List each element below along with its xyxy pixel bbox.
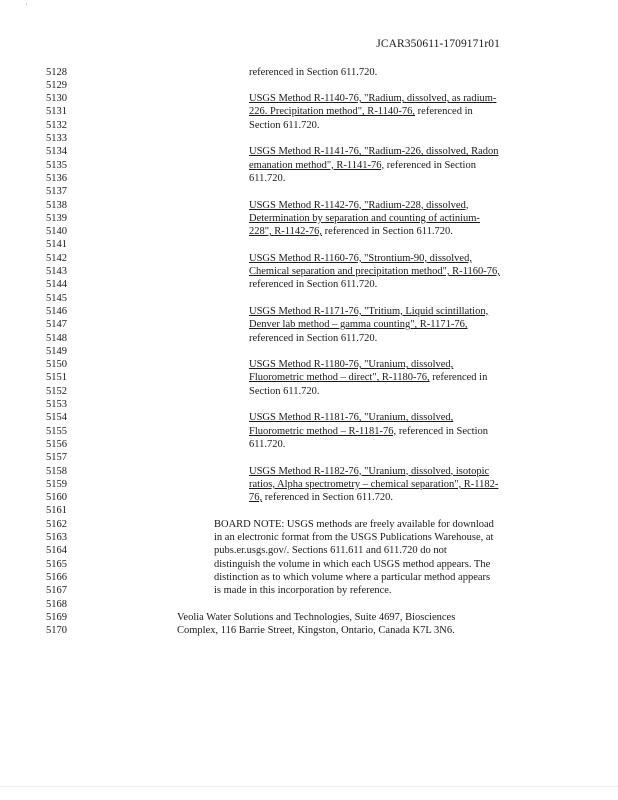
line-number: 5148 <box>46 332 67 344</box>
plain-text: referenced in Section 611.720. <box>262 492 393 504</box>
document-line <box>249 306 488 317</box>
line-number: 5134 <box>46 146 67 158</box>
document-line: Section 611.720. <box>249 385 320 397</box>
line-number: 5137 <box>46 186 67 198</box>
line-number: 5139 <box>46 212 67 224</box>
document-line <box>249 160 476 171</box>
line-number: 5153 <box>46 399 67 410</box>
document-line: referenced in Section 611.720. <box>249 332 378 344</box>
line-number: 5131 <box>46 106 67 118</box>
underlined-insertion: USGS Method R-1160-76, "Strontium-90, dissolved, <box>249 252 472 264</box>
document-line: distinction as to which volume where a particular method appears <box>214 571 491 583</box>
underlined-insertion: USGS Method R-1140-76, "Radium, dissolved, as radium- <box>249 93 497 105</box>
document-line <box>249 372 487 383</box>
document-line: 611.720. <box>249 438 286 450</box>
underlined-insertion: Fluorometric method – R-1181-76, <box>249 425 397 437</box>
underlined-insertion: Denver lab method – gamma counting", R-1171-76, <box>249 319 468 331</box>
line-number: 5143 <box>46 266 67 277</box>
document-line <box>249 200 468 211</box>
underlined-insertion: emanation method", R-1141-76, <box>249 159 385 171</box>
line-number: 5146 <box>46 305 67 317</box>
underlined-insertion: ratios, Alpha spectrometry – chemical separation", R-1182- <box>249 478 499 490</box>
page-corner-mark: ' <box>26 2 28 11</box>
line-number: 5133 <box>46 133 67 144</box>
line-number: 5150 <box>46 359 67 371</box>
plain-text: referenced in Section <box>396 425 489 437</box>
document-line <box>249 146 498 157</box>
document-line <box>249 253 472 264</box>
document-line <box>249 466 489 477</box>
document-line <box>249 492 393 503</box>
document-line <box>249 213 480 224</box>
line-number: 5169 <box>46 611 67 623</box>
document-line: distinguish the volume in which each USGS method appears. The <box>214 558 491 570</box>
document-line <box>249 266 500 277</box>
underlined-insertion: USGS Method R-1142-76, "Radium-228, dissolved, <box>249 199 469 211</box>
line-number: 5164 <box>46 545 67 557</box>
line-number: 5159 <box>46 478 67 490</box>
line-number: 5138 <box>46 199 67 211</box>
line-number: 5135 <box>46 159 67 171</box>
document-line <box>249 319 468 330</box>
document-line: is made in this incorporation by reference. <box>214 585 392 597</box>
line-number: 5156 <box>46 438 67 450</box>
line-number: 5129 <box>46 79 67 91</box>
line-number: 5151 <box>46 372 67 384</box>
underlined-insertion: Chemical separation and precipitation method", R-1160-76, <box>249 266 500 277</box>
document-line <box>249 479 498 490</box>
document-line <box>249 106 473 117</box>
line-number: 5163 <box>46 532 67 543</box>
line-number: 5161 <box>46 505 67 517</box>
plain-text: referenced in Section 611.720. <box>322 226 453 238</box>
underlined-insertion: USGS Method R-1141-76, "Radium-226, dissolved, Radon <box>249 146 499 158</box>
document-id-header: JCAR350611-1709171r01 <box>376 38 500 50</box>
line-number: 5144 <box>46 279 67 291</box>
line-number: 5141 <box>46 239 67 251</box>
document-line <box>249 359 453 370</box>
plain-text: referenced in <box>415 106 473 118</box>
document-line: Complex, 116 Barrie Street, Kingston, Ontario, Canada K7L 3N6. <box>177 625 455 637</box>
document-line: 611.720. <box>249 172 286 184</box>
document-line: in an electronic format from the USGS Publications Warehouse, at <box>214 532 494 543</box>
document-line: Section 611.720. <box>249 119 320 131</box>
line-number: 5142 <box>46 252 67 264</box>
line-number: 5160 <box>46 492 67 504</box>
plain-text: referenced in <box>429 372 488 384</box>
underlined-insertion: USGS Method R-1180-76, "Uranium, dissolved, <box>249 359 454 371</box>
line-number: 5136 <box>46 172 67 184</box>
page-bottom-edge <box>0 786 618 787</box>
line-number: 5167 <box>46 585 67 597</box>
line-number: 5140 <box>46 226 67 238</box>
document-line <box>249 226 453 237</box>
line-number: 5165 <box>46 558 67 570</box>
line-number: 5170 <box>46 625 67 637</box>
line-number: 5168 <box>46 598 67 610</box>
plain-text: referenced in Section <box>384 159 476 171</box>
document-line: Veolia Water Solutions and Technologies, Suite 4697, Biosciences <box>177 611 456 623</box>
line-number: 5132 <box>46 119 67 131</box>
underlined-insertion: USGS Method R-1171-76, "Tritium, Liquid scintillation, <box>249 305 489 317</box>
line-number: 5147 <box>46 319 67 331</box>
document-line: referenced in Section 611.720. <box>249 66 378 78</box>
underlined-insertion: Fluorometric method – direct", R-1180-76, <box>249 372 430 384</box>
document-line <box>249 93 496 104</box>
document-line: BOARD NOTE: USGS methods are freely available for download <box>214 518 494 530</box>
underlined-insertion: 76, <box>249 492 263 504</box>
line-number: 5130 <box>46 93 67 105</box>
line-number: 5166 <box>46 571 67 583</box>
underlined-insertion: 228", R-1142-76, <box>249 226 323 238</box>
document-line: referenced in Section 611.720. <box>249 279 378 291</box>
document-line: pubs.er.usgs.gov/. Sections 611.611 and 611.720 do not <box>214 545 447 557</box>
line-number: 5152 <box>46 385 67 397</box>
line-number: 5145 <box>46 292 67 304</box>
document-line <box>249 412 453 423</box>
line-number: 5149 <box>46 345 67 357</box>
line-number: 5157 <box>46 452 67 464</box>
line-number: 5154 <box>46 412 67 424</box>
line-number: 5155 <box>46 425 67 437</box>
underlined-insertion: USGS Method R-1182-76, "Uranium, dissolved, isotopic <box>249 465 490 477</box>
underlined-insertion: Determination by separation and counting of actinium- <box>249 212 480 224</box>
document-line <box>249 426 488 437</box>
line-number: 5128 <box>46 66 67 78</box>
line-number: 5158 <box>46 465 67 477</box>
underlined-insertion: USGS Method R-1181-76, "Uranium, dissolved, <box>249 412 454 424</box>
underlined-insertion: 226. Precipitation method", R-1140-76, <box>249 106 416 118</box>
line-number: 5162 <box>46 518 67 530</box>
